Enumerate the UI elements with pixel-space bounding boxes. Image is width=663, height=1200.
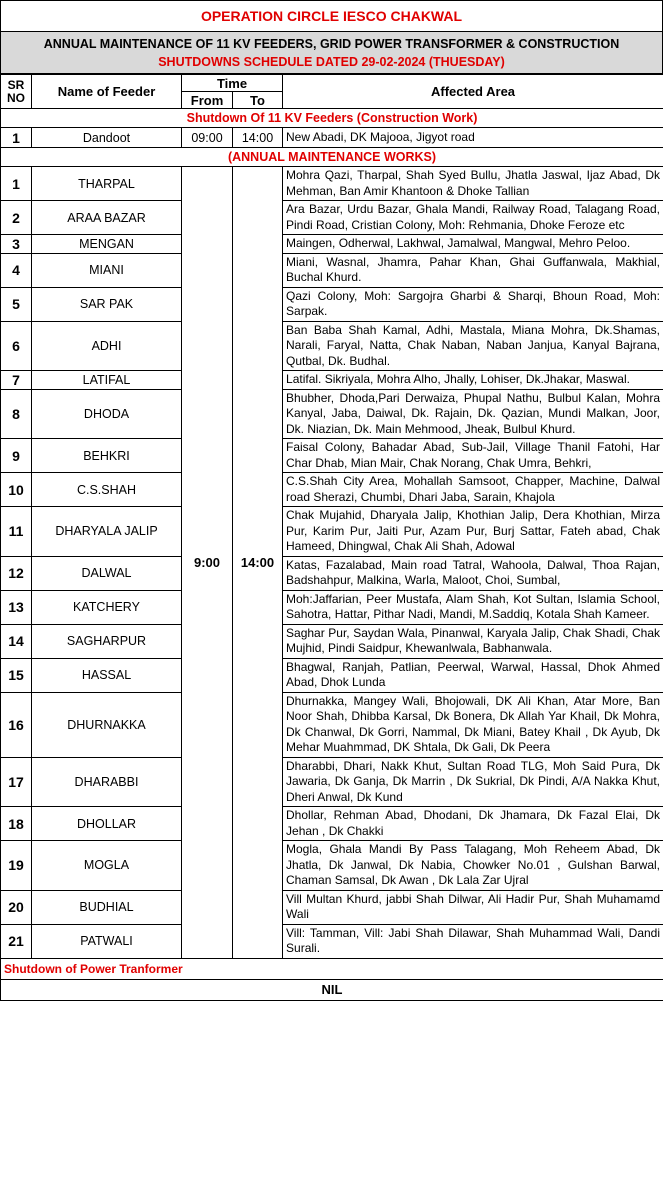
row-affected-area: Vill: Tamman, Vill: Jabi Shah Dilawar, Shah Muhammad Wali, Dandi Surali. [283, 924, 663, 958]
row-sr: 1 [1, 167, 32, 201]
row-sr: 5 [1, 287, 32, 321]
section-transformer: Shutdown of Power Tranformer [1, 958, 663, 979]
table-row [1, 841, 663, 891]
section-construction: Shutdown Of 11 KV Feeders (Construction Work) [1, 109, 663, 128]
schedule-table [0, 74, 663, 1001]
row-sr: 14 [1, 624, 32, 658]
section-annual: (ANNUAL MAINTENANCE WORKS) [1, 148, 663, 167]
table-row [1, 890, 663, 924]
row-feeder: DHOLLAR [32, 807, 182, 841]
row-sr: 16 [1, 692, 32, 757]
row-affected-area: Chak Mujahid, Dharyala Jalip, Khothian Jalip, Dera Khothian, Mirza Pur, Karim Pur, Jaiti Pur, Azam Pur, Burj Sattar, Fateh abad, Chak Hameed, Dhingwal, Chak Ali Shah, Adowal [283, 507, 663, 557]
row-affected-area: Dharabbi, Dhari, Nakk Khut, Sultan Road TLG, Moh Said Pura, Dk Jawaria, Dk Ganja, Dk Marrin , Dk Sukrial, Dk Pindi, A/A Nakka Khut, Dheri Anwal, Dk Kund [283, 757, 663, 807]
row-sr: 10 [1, 473, 32, 507]
subtitle-line2: SHUTDOWNS SCHEDULE DATED 29-02-2024 (THUESDAY) [158, 55, 505, 69]
row-affected-area: Maingen, Odherwal, Lakhwal, Jamalwal, Mangwal, Mehro Peloo. [283, 235, 663, 254]
row-feeder: MIANI [32, 253, 182, 287]
row-sr: 13 [1, 590, 32, 624]
row-affected-area: Vill Multan Khurd, jabbi Shah Dilwar, Ali Hadir Pur, Shah Muhamamd Wali [283, 890, 663, 924]
table-row [1, 807, 663, 841]
row-feeder: LATIFAL [32, 371, 182, 390]
subtitle-block [0, 32, 663, 74]
row-affected-area: Dhollar, Rehman Abad, Dhodani, Dk Jhamara, Dk Fazal Elai, Dk Jehan , Dk Chakki [283, 807, 663, 841]
maintenance-from: 9:00 [182, 167, 233, 959]
row-feeder: DHARABBI [32, 757, 182, 807]
table-row [1, 287, 663, 321]
row-feeder: DHURNAKKA [32, 692, 182, 757]
schedule-body [1, 109, 663, 1001]
table-row [1, 757, 663, 807]
maintenance-to: 14:00 [233, 167, 283, 959]
page-title: OPERATION CIRCLE IESCO CHAKWAL [0, 0, 663, 32]
row-affected-area: Katas, Fazalabad, Main road Tatral, Wahoola, Dalwal, Thoa Rajan, Badshahpur, Malkina, Warla, Maloot, Choi, Sumbal, [283, 556, 663, 590]
row-feeder: BEHKRI [32, 439, 182, 473]
row-feeder: PATWALI [32, 924, 182, 958]
table-row [1, 624, 663, 658]
table-row [1, 235, 663, 254]
table-row [1, 590, 663, 624]
row-feeder: HASSAL [32, 658, 182, 692]
row-sr: 15 [1, 658, 32, 692]
row-sr: 8 [1, 389, 32, 439]
table-row [1, 439, 663, 473]
row-sr: 17 [1, 757, 32, 807]
row-affected-area: Mohra Qazi, Tharpal, Shah Syed Bullu, Jhatla Jaswal, Ijaz Abad, Dk Mehman, Ban Amir Khantoon & Dhoke Tallian [283, 167, 663, 201]
row-feeder: C.S.SHAH [32, 473, 182, 507]
table-row [1, 253, 663, 287]
row-sr: 2 [1, 201, 32, 235]
row-affected-area: Bhagwal, Ranjah, Patlian, Peerwal, Warwal, Hassal, Dhok Ahmed Abad, Dhok Lunda [283, 658, 663, 692]
row-feeder: ARAA BAZAR [32, 201, 182, 235]
row-feeder: DHARYALA JALIP [32, 507, 182, 557]
table-row [1, 371, 663, 390]
row-affected-area: Moh:Jaffarian, Peer Mustafa, Alam Shah, Kot Sultan, Islamia School, Sahotra, Hattar, Pithar Nadi, Mandi, M.Saddiq, Kotala Shah Kameer. [283, 590, 663, 624]
table-row [1, 556, 663, 590]
table-row [1, 167, 663, 201]
table-row [1, 692, 663, 757]
row-feeder: DALWAL [32, 556, 182, 590]
construction-from: 09:00 [182, 128, 233, 148]
row-affected-area: Qazi Colony, Moh: Sargojra Gharbi & Sharqi, Bhoun Road, Moh: Sarpak. [283, 287, 663, 321]
row-affected-area: Saghar Pur, Saydan Wala, Pinanwal, Karyala Jalip, Chak Shadi, Chak Mujhid, Pindi Saidpur, Khewanlwala, Babhanwala. [283, 624, 663, 658]
row-sr: 18 [1, 807, 32, 841]
table-row [1, 507, 663, 557]
row-affected-area: Ban Baba Shah Kamal, Adhi, Mastala, Miana Mohra, Dk.Shamas, Narali, Faryal, Natta, Chak Naban, Naban Janjua, Kanyal Bajrana, Qutbal, Dk. Budhal. [283, 321, 663, 371]
row-affected-area: Dhurnakka, Mangey Wali, Bhojowali, DK Ali Khan, Atar More, Ban Noor Shah, Dhibba Karsal, Dk Bonera, Dk Allah Yar Khail, Dk Mohra, Dk Chanwal, Dk Gorri, Nammal, Dk Miani, Batey Khail , Dk Ayub, Dk Mehar Muahmmad, DK Shtala, Dk Gali, Dk Peera [283, 692, 663, 757]
subtitle-line1: ANNUAL MAINTENANCE OF 11 KV FEEDERS, GRID POWER TRANSFORMER & CONSTRUCTION [43, 37, 620, 51]
row-sr: 7 [1, 371, 32, 390]
row-feeder: ADHI [32, 321, 182, 371]
row-affected-area: Ara Bazar, Urdu Bazar, Ghala Mandi, Railway Road, Talagang Road, Pindi Road, Cristian Colony, Moh: Rehmania, Dhoke Feroze etc [283, 201, 663, 235]
construction-feeder: Dandoot [32, 128, 182, 148]
row-affected-area: Miani, Wasnal, Jhamra, Pahar Khan, Ghai Guffanwala, Makhial, Buchal Khurd. [283, 253, 663, 287]
row-affected-area: Latifal. Sikriyala, Mohra Alho, Jhally, Lohiser, Dk.Jhakar, Maswal. [283, 371, 663, 390]
construction-to: 14:00 [233, 128, 283, 148]
column-header-from: From [182, 92, 233, 109]
table-row [1, 321, 663, 371]
row-feeder: THARPAL [32, 167, 182, 201]
row-feeder: BUDHIAL [32, 890, 182, 924]
row-affected-area: Bhubher, Dhoda,Pari Derwaiza, Phupal Nathu, Bulbul Kalan, Mohra Kanyal, Jaba, Daiwal, Dk. Rajain, Dk. Qazian, Mundi Malkan, Joor, Dk. Niazian, Dk. Main Mehmood, Jheak, Bulbul Khurd. [283, 389, 663, 439]
table-row [1, 924, 663, 958]
row-feeder: SAGHARPUR [32, 624, 182, 658]
column-header-to: To [233, 92, 283, 109]
row-sr: 11 [1, 507, 32, 557]
row-feeder: KATCHERY [32, 590, 182, 624]
column-header-sr-line2: NO [7, 90, 25, 105]
row-feeder: MENGAN [32, 235, 182, 254]
construction-sr: 1 [1, 128, 32, 148]
column-header-sr-line1: SR [7, 77, 25, 92]
row-sr: 21 [1, 924, 32, 958]
construction-area: New Abadi, DK Majooa, Jigyot road [283, 128, 663, 148]
table-row [1, 389, 663, 439]
row-sr: 6 [1, 321, 32, 371]
row-sr: 3 [1, 235, 32, 254]
table-row [1, 658, 663, 692]
row-sr: 19 [1, 841, 32, 891]
row-sr: 20 [1, 890, 32, 924]
column-header-time: Time [182, 75, 283, 92]
row-feeder: DHODA [32, 389, 182, 439]
row-feeder: MOGLA [32, 841, 182, 891]
table-row-construction [1, 128, 663, 148]
row-affected-area: Mogla, Ghala Mandi By Pass Talagang, Moh Reheem Abad, Dk Jhatla, Dk Janwal, Dk Nabia, Chowker No.01 , Gulshan Barwal, Chaman Samsal, Dk Awan , Dk Lala Zar Ujral [283, 841, 663, 891]
row-sr: 4 [1, 253, 32, 287]
row-feeder: SAR PAK [32, 287, 182, 321]
column-header-area: Affected Area [283, 75, 663, 109]
table-row [1, 473, 663, 507]
column-header-sr [1, 75, 32, 109]
row-sr: 12 [1, 556, 32, 590]
row-affected-area: C.S.Shah City Area, Mohallah Samsoot, Chapper, Machine, Dalwal road Sherazi, Chumbi, Dhari Jaba, Sarain, Khajola [283, 473, 663, 507]
row-affected-area: Faisal Colony, Bahadar Abad, Sub-Jail, Village Thanil Fatohi, Har Char Dhab, Mian Mair, Chak Norang, Chak Umra, Behkri, [283, 439, 663, 473]
table-row [1, 201, 663, 235]
row-sr: 9 [1, 439, 32, 473]
column-header-feeder: Name of Feeder [32, 75, 182, 109]
nil-text: NIL [1, 979, 663, 1000]
